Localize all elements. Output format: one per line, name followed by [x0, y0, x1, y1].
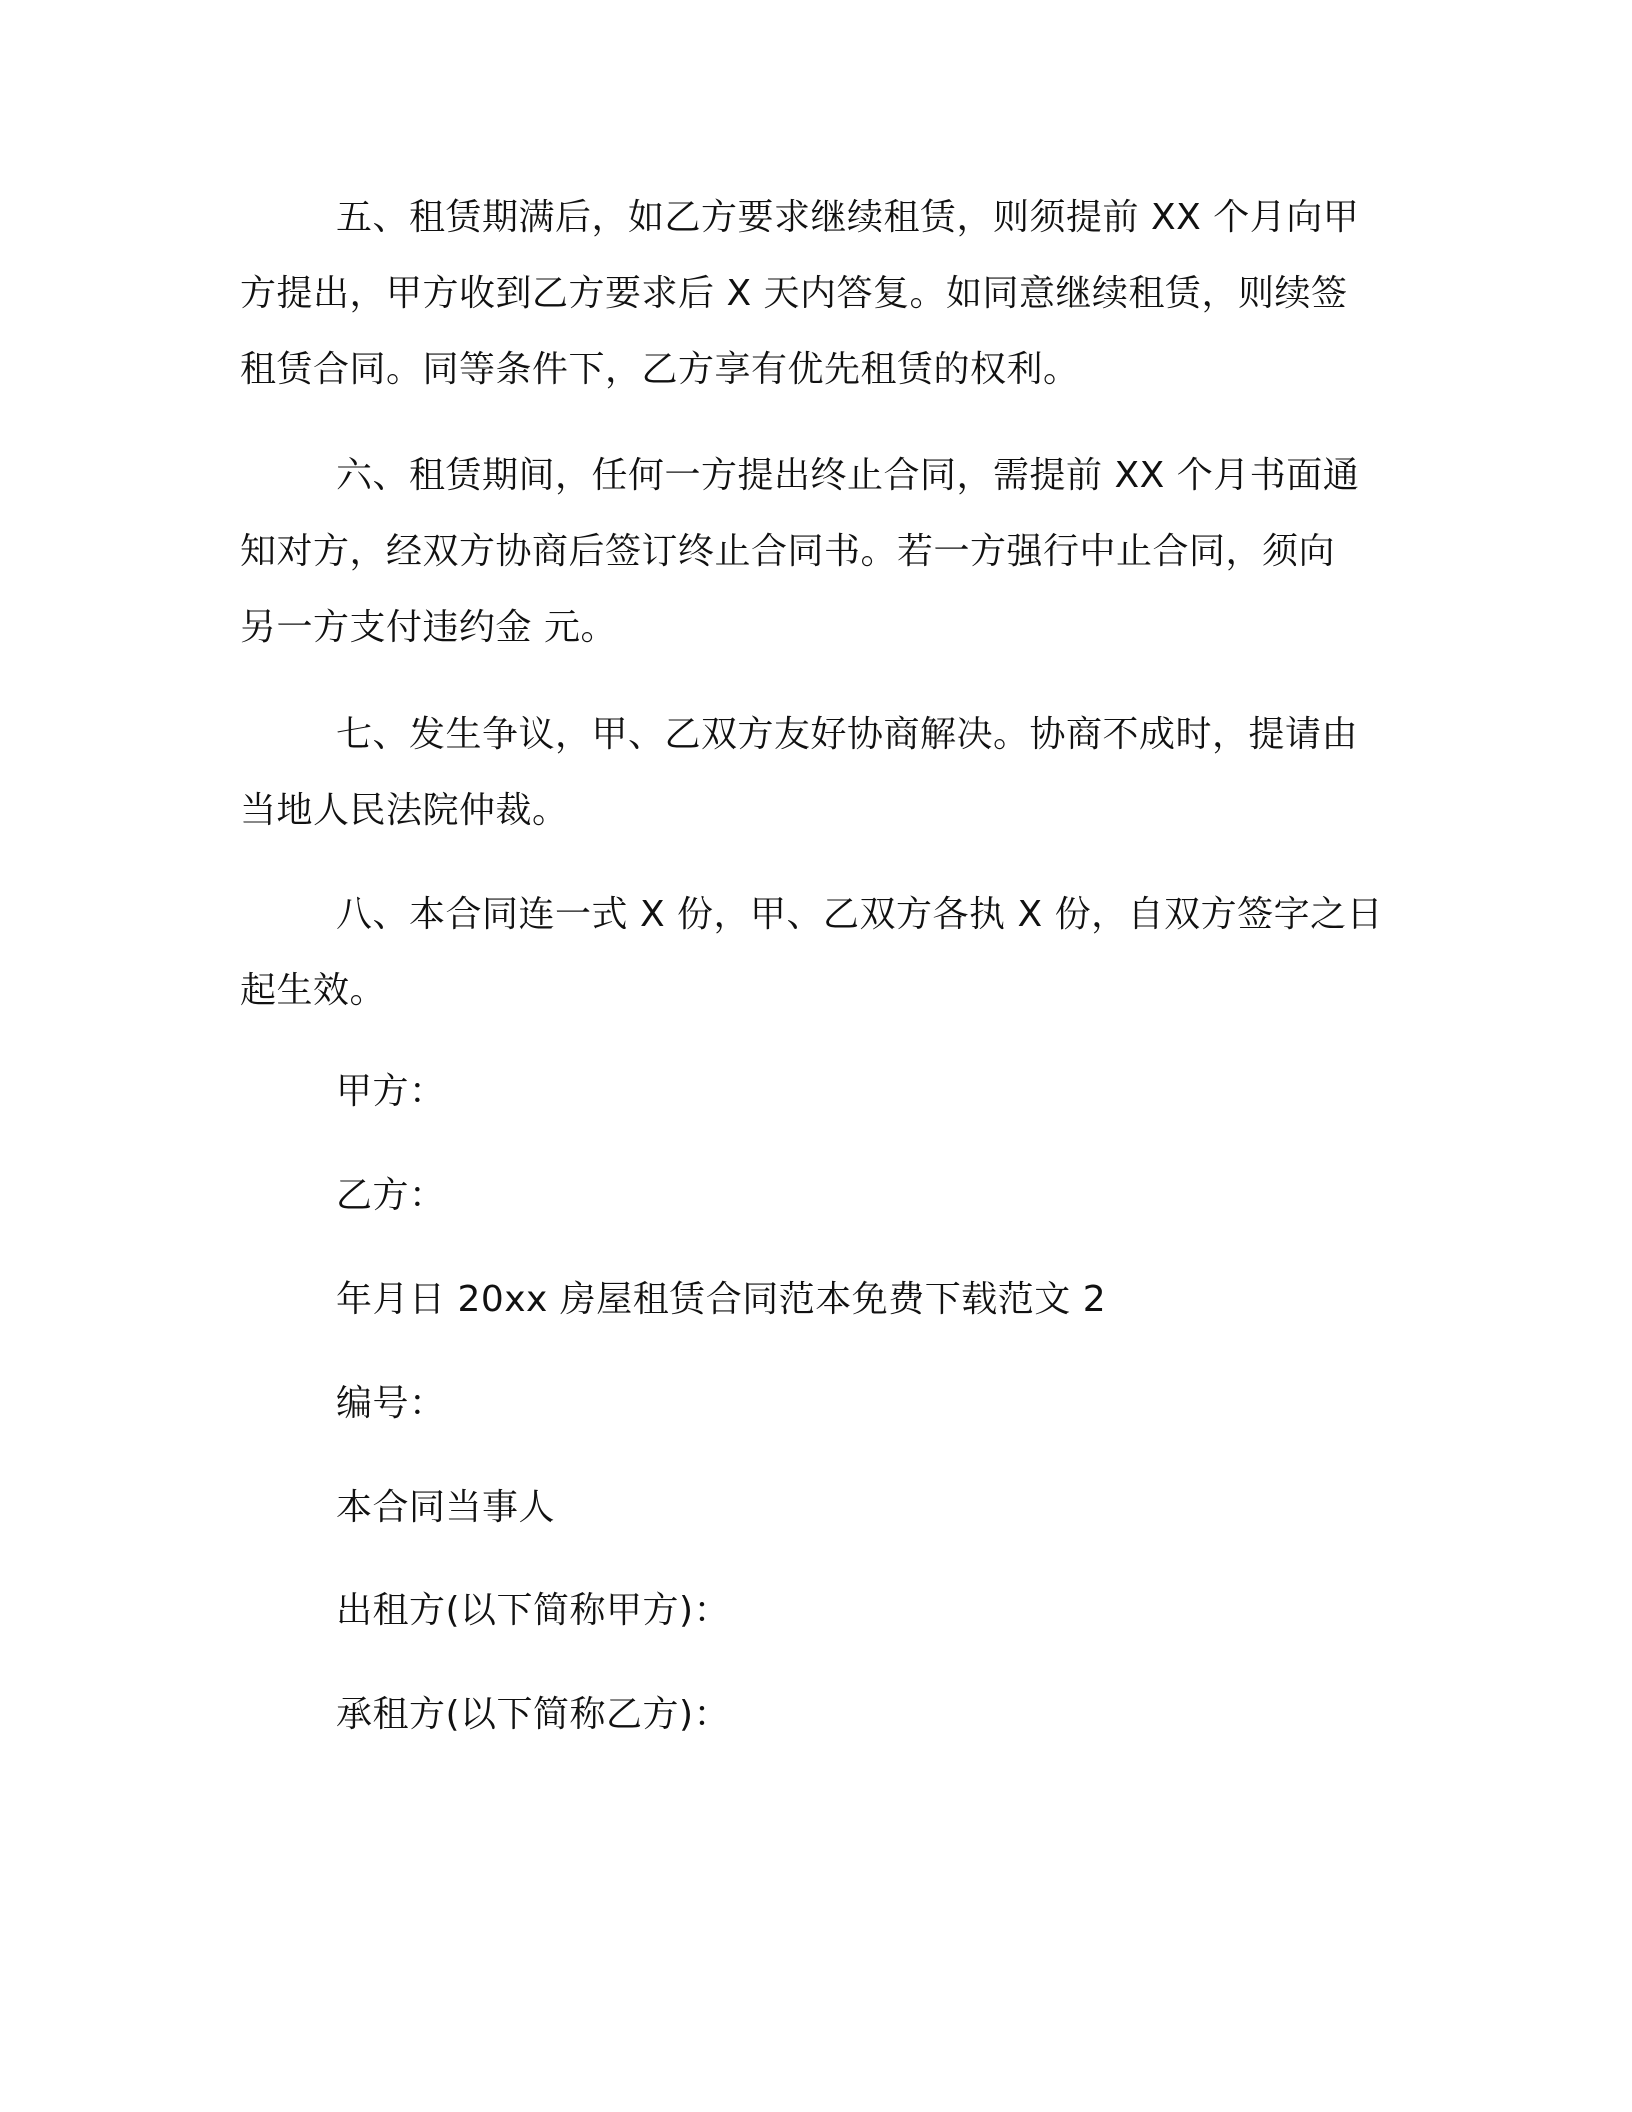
clause-8	[240, 877, 1390, 1029]
clause-5-line-2: 方提出，甲方收到乙方要求后 X 天内答复。如同意继续租赁，则续签	[240, 273, 1348, 314]
clause-6-line-2: 知对方，经双方协商后签订终止合同书。若一方强行中止合同，须向	[240, 531, 1336, 572]
date-and-title: 年月日 20xx 房屋租赁合同范本免费下载范文 2	[336, 1279, 1107, 1320]
party-b-label: 乙方：	[336, 1175, 446, 1216]
clause-6	[240, 438, 1390, 666]
party-a-label: 甲方：	[336, 1071, 446, 1112]
clause-5	[240, 180, 1390, 408]
clause-6-line-3: 另一方支付违约金 元。	[240, 607, 617, 648]
clause-8-line-1: 八、本合同连一式 X 份，甲、乙双方各执 X 份，自双方签字之日	[336, 894, 1384, 935]
clause-8-line-2: 起生效。	[240, 970, 387, 1011]
clause-6-line-1: 六、租赁期间，任何一方提出终止合同，需提前 XX 个月书面通	[336, 455, 1360, 496]
contract-number-label: 编号：	[336, 1383, 446, 1424]
lessee-label: 承租方(以下简称乙方)：	[336, 1694, 731, 1735]
clause-5-line-3: 租赁合同。同等条件下，乙方享有优先租赁的权利。	[240, 349, 1080, 390]
lessor-label: 出租方(以下简称甲方)：	[336, 1590, 731, 1631]
parties-heading: 本合同当事人	[336, 1487, 556, 1528]
clause-7-line-1: 七、发生争议，甲、乙双方友好协商解决。协商不成时，提请由	[336, 714, 1359, 755]
clause-7	[240, 697, 1390, 849]
clause-5-line-1: 五、租赁期满后，如乙方要求继续租赁，则须提前 XX 个月向甲	[336, 197, 1360, 238]
clause-7-line-2: 当地人民法院仲裁。	[240, 790, 569, 831]
